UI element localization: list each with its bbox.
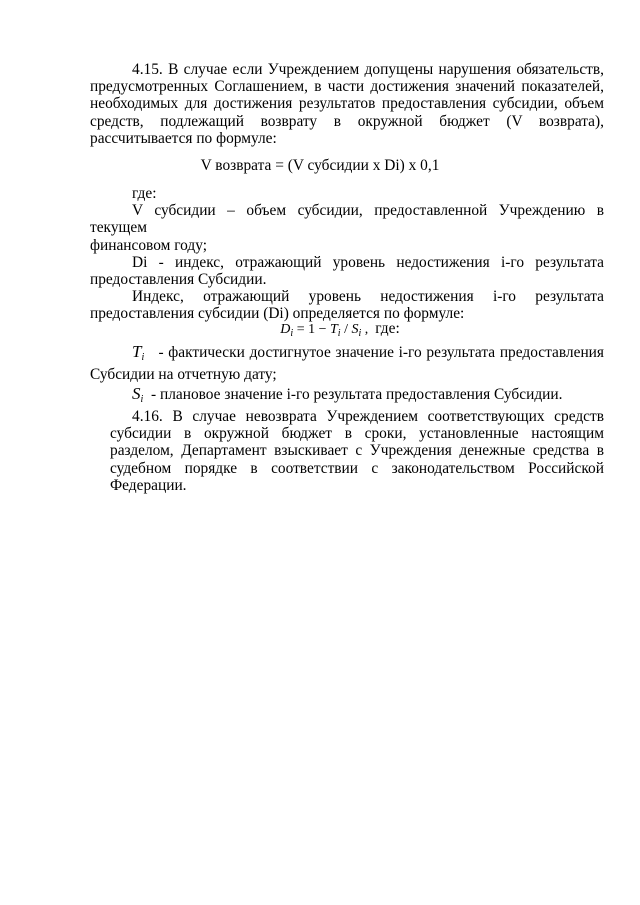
paragraph-4-16 <box>90 408 604 494</box>
text-line: предусмотренных Соглашением, в части достижения значений показателей, <box>90 78 604 96</box>
text-line <box>90 343 604 366</box>
text-line: судебном порядке в соответствии с законодательством Российской <box>110 459 604 477</box>
text-line: предоставления Субсидии. <box>90 271 267 289</box>
text-line: Субсидии на отчетную дату; <box>90 366 277 384</box>
formula-di <box>20 320 640 342</box>
text-line: финансовом году; <box>90 236 207 254</box>
ti-symbol: T <box>132 342 142 361</box>
formula-text: , <box>361 322 369 337</box>
text-line: Федерации. <box>110 476 187 494</box>
formula-text: = 1 − <box>293 322 330 337</box>
formula-d-symbol: D <box>280 322 291 337</box>
formula-s-symbol: S <box>351 322 359 337</box>
text-line: рассчитывается по формуле: <box>90 129 277 147</box>
where-label: где: <box>375 320 400 337</box>
ti-definition <box>90 343 604 383</box>
text-line: предоставления субсидии (Di) определяется по формуле: <box>90 305 465 323</box>
text-line: разделом, Департамент взыскивает с Учреждения денежные средства в <box>110 442 604 460</box>
text-line: 4.15. В случае если Учреждением допущены нарушения обязательств, <box>132 61 604 78</box>
formula-t-symbol: T <box>329 322 338 337</box>
formula-v-return: V возврата = (V субсидии x Di) x 0,1 <box>200 157 440 174</box>
text-line <box>90 385 604 408</box>
text-line: необходимых для достижения результатов предоставления субсидии, объем <box>90 95 604 113</box>
text-line: Индекс, отражающий уровень недостижения i-го результата <box>132 288 604 306</box>
formula-subscript: i <box>358 328 362 339</box>
text-line: 4.16. В случае невозврата Учреждением соответствующих средств <box>132 408 604 425</box>
text-span: - плановое значение i-го результата предоставления Субсидии. <box>150 386 563 403</box>
formula-text: / <box>340 322 352 337</box>
text-line: субсидии в окружной бюджет в сроки, установленные настоящим <box>110 425 604 443</box>
paragraph-4-15 <box>90 61 604 147</box>
text-span: - фактически достигнутое значение i-го результата предоставления <box>158 344 604 361</box>
si-symbol: S <box>132 384 141 403</box>
formula-subscript: i <box>337 328 341 339</box>
text-line: средств, подлежащий возврату в окружной бюджет (V возврата), <box>90 112 604 130</box>
definitions-block <box>90 185 604 323</box>
formula-subscript: i <box>141 352 145 363</box>
formula-subscript: i <box>140 394 144 405</box>
si-definition <box>90 385 604 408</box>
text-line: Di - индекс, отражающий уровень недостижения i-го результата <box>132 253 604 271</box>
where-label: где: <box>132 185 157 202</box>
formula-subscript: i <box>290 328 294 339</box>
text-line: V субсидии – объем субсидии, предоставленной Учреждению в текущем <box>90 202 604 237</box>
